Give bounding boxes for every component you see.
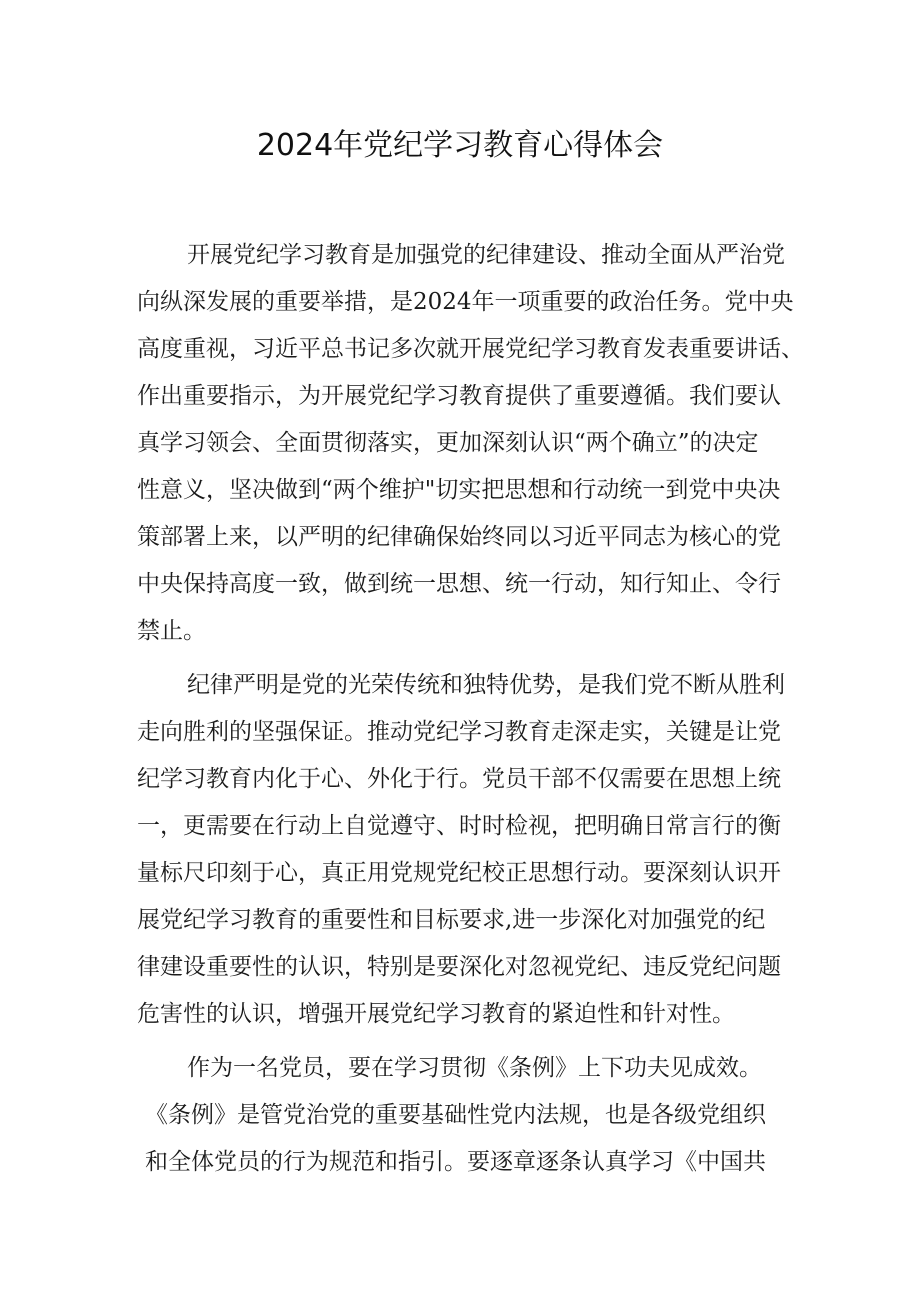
text-line: 真学习领会、全面贯彻落实，更加深刻认识“两个确立”的决定 [137, 430, 759, 456]
text-line: 展党纪学习教育的重要性和目标要求,进一步深化对加强党的纪 [137, 907, 766, 933]
text-line: 律建设重要性的认识，特别是要深化对忽视党纪、违反党纪问题 [137, 954, 781, 980]
text-line: 纪学习教育内化于心、外化于行。党员干部不仅需要在思想上统 [137, 766, 781, 792]
text-line: 作为一名党员，要在学习贯彻《条例》上下功夫见成效。 [187, 1055, 762, 1081]
text-line: 策部署上来，以严明的纪律确保始终同以习近平同志为核心的党 [137, 524, 781, 550]
text-line: 一，更需要在行动上自觉遵守、时时检视，把明确日常言行的衡 [137, 813, 781, 839]
text-line: 禁止。 [137, 618, 206, 644]
text-line: 作出重要指示，为开展党纪学习教育提供了重要遵循。我们要认 [137, 383, 781, 409]
text-line: 高度重视，习近平总书记多次就开展党纪学习教育发表重要讲话、 [137, 336, 804, 362]
text-line: 开展党纪学习教育是加强党的纪律建设、推动全面从严治党 [187, 242, 785, 268]
document-title: 2024年党纪学习教育心得体会 [256, 128, 664, 163]
text-line: 《条例》是管党治党的重要基础性党内法规，也是各级党组织 [145, 1102, 766, 1128]
text-line: 向纵深发展的重要举措，是2024年一项重要的政治任务。党中央 [137, 289, 794, 315]
text-line: 和全体党员的行为规范和指引。要逐章逐条认真学习《中国共 [145, 1149, 766, 1175]
text-line: 危害性的认识，增强开展党纪学习教育的紧迫性和针对性。 [137, 1001, 735, 1027]
text-line: 走向胜利的坚强保证。推动党纪学习教育走深走实，关键是让党 [137, 719, 781, 745]
text-line: 性意义，坚决做到“两个维护"切实把思想和行动统一到党中央决 [137, 477, 781, 503]
text-line: 中央保持高度一致，做到统一思想、统一行动，知行知止、令行 [137, 571, 781, 597]
text-line: 纪律严明是党的光荣传统和独特优势，是我们党不断从胜利 [187, 672, 785, 698]
text-line: 量标尺印刻于心，真正用党规党纪校正思想行动。要深刻认识开 [137, 860, 781, 886]
